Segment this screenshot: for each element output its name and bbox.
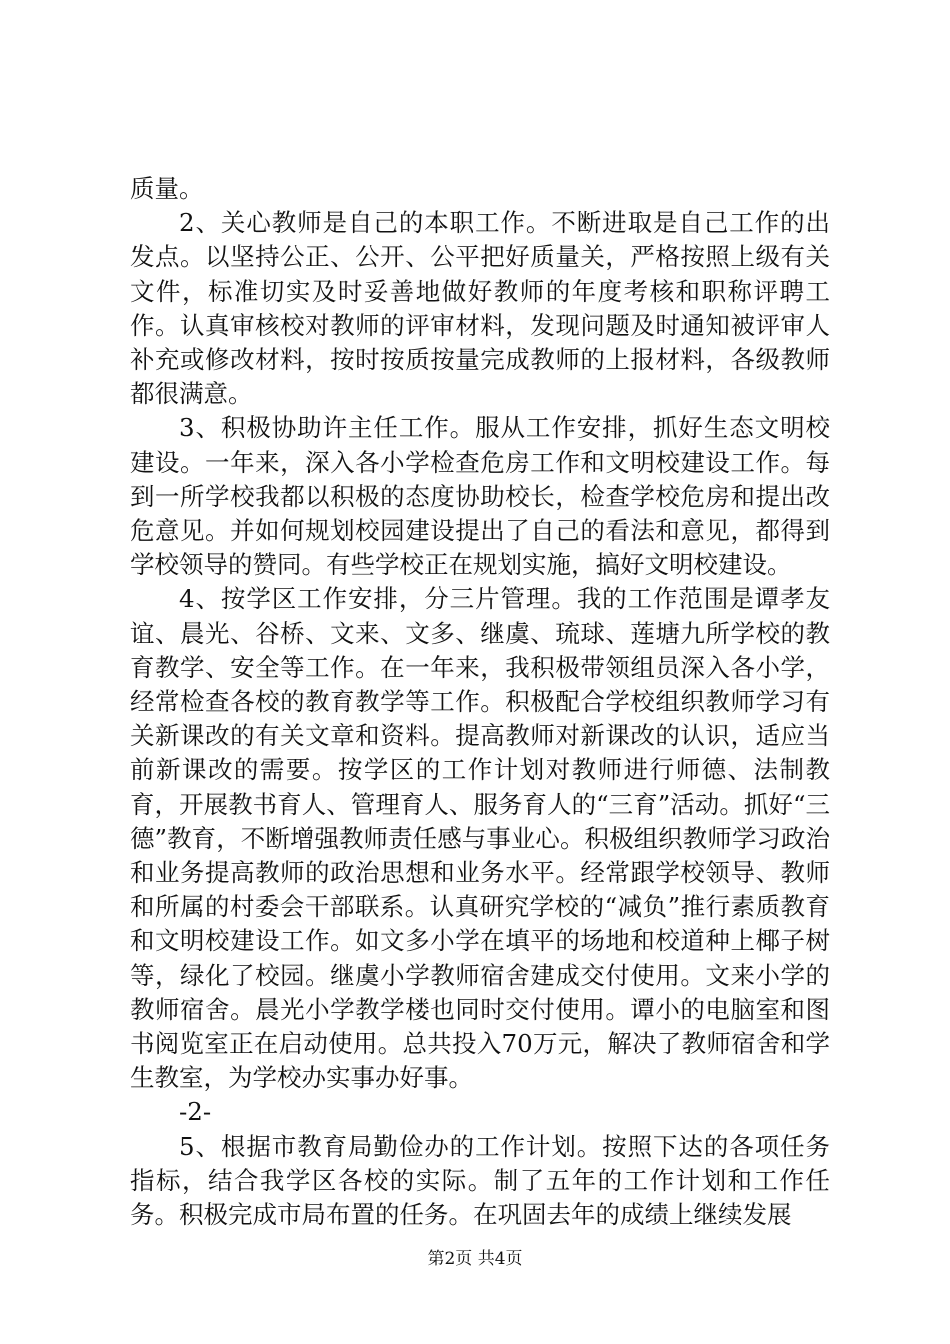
paragraph-continuation: 质量。: [130, 174, 204, 203]
paragraph-item-5: 5、根据市教育局勤俭办的工作计划。按照下达的各项任务指标，结合我学区各校的实际。制了五年的工作计划和工作任务。积极完成市局布置的任务。在巩固去年的成绩上继续发展: [130, 1131, 830, 1230]
paragraph-item-2: 2、关心教师是自己的本职工作。不断进取是自己工作的出发点。以坚持公正、公开、公平把好质量关，严格按照上级有关文件，标准切实及时妥善地做好教师的年度考核和职称评聘工作。认真审核校对教师的评审材料，发现问题及时通知被评审人补充或修改材料，按时按质按量完成教师的上报材料，各级教师都很满意。: [130, 208, 830, 409]
inline-page-number: -2-: [179, 1097, 212, 1127]
paragraph-item-4: 4、按学区工作安排，分三片管理。我的工作范围是谭孝友谊、晨光、谷桥、文来、文多、继虞、琉球、莲塘九所学校的教育教学、安全等工作。在一年来，我积极带领组员深入各小学，经常检查各校的教育教学等工作。积极配合学校组织教师学习有关新课改的有关文章和资料。提高教师对新课改的认识，适应当前新课改的需要。按学区的工作计划对教师进行师德、法制教育，开展教书育人、管理育人、服务育人的“三育”活动。抓好“三德”教育，不断增强教师责任感与事业心。积极组织教师学习政治和业务提高教师的政治思想和业务水平。经常跟学校领导、教师和所属的村委会干部联系。认真研究学校的“减负”推行素质教育和文明校建设工作。如文多小学在填平的场地和校道种上椰子树等，绿化了校园。继虞小学教师宿舍建成交付使用。文来小学的教师宿舍。晨光小学教学楼也同时交付使用。谭小的电脑室和图书阅览室正在启动使用。总共投入70万元，解决了教师宿舍和学生教室，为学校办实事办好事。: [130, 584, 830, 1093]
page-footer: 第2页 共4页: [427, 1249, 523, 1269]
paragraph-item-3: 3、积极协助许主任工作。服从工作安排，抓好生态文明校建设。一年来，深入各小学检查危房工作和文明校建设工作。每到一所学校我都以积极的态度协助校长，检查学校危房和提出改危意见。并如何规划校园建设提出了自己的看法和意见，都得到学校领导的赞同。有些学校正在规划实施，搞好文明校建设。: [130, 413, 830, 580]
document-body: [130, 172, 830, 1232]
